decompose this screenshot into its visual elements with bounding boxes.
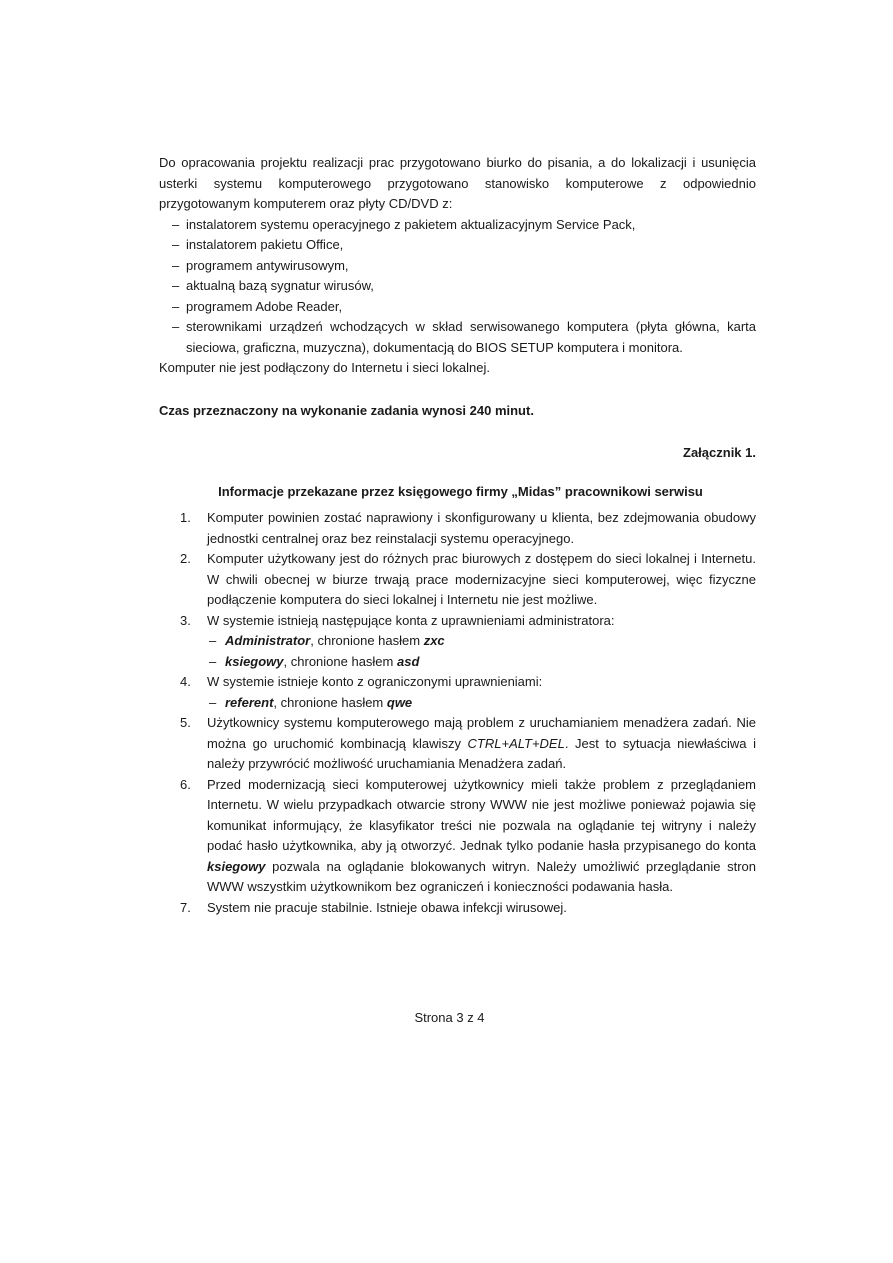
item-text: W systemie istnieją następujące konta z uprawnieniami administratora: — [207, 612, 615, 628]
account-item — [207, 652, 756, 673]
item-number: 2. — [180, 551, 191, 566]
page-footer: Strona 3 z 4 — [414, 1010, 485, 1025]
list-item — [159, 508, 756, 549]
list-item — [159, 713, 756, 775]
account-name: Administrator — [225, 633, 311, 648]
account-text: , chronione hasłem — [283, 653, 397, 669]
account-name: referent — [225, 694, 274, 710]
list-item: – programem Adobe Reader, — [159, 297, 756, 318]
account-password: asd — [396, 653, 420, 669]
account-item — [207, 693, 756, 714]
account-text: , chronione hasłem — [273, 694, 387, 710]
intro-paragraph: Do opracowania projektu realizacji prac przygotowano biurko do pisania, a do lokalizacji i usunięcia usterki systemu komputerowego przygotowano stanowisko komputerowe z odpowiednio przygotowanym komputerem oraz płyty CD/DVD z: — [159, 155, 756, 211]
list-item: – programem antywirusowym, — [159, 256, 756, 277]
list-item: – instalatorem systemu operacyjnego z pakietem aktualizacyjnym Service Pack, — [159, 215, 756, 236]
item-text: pozwala na oglądanie blokowanych witryn. Należy umożliwić przeglądanie stron WWW wszystkim użytkownikom bez ograniczeń i konieczności podawania hasła. — [207, 858, 756, 894]
list-item — [159, 549, 756, 611]
annex-label: Załącznik 1. — [683, 445, 756, 460]
item-number: 3. — [180, 612, 191, 628]
media-list — [159, 215, 756, 359]
list-item — [159, 611, 756, 673]
account-name: ksiegowy — [207, 858, 266, 874]
item-number: 1. — [180, 510, 191, 525]
list-item: – aktualną bazą sygnatur wirusów, — [159, 276, 756, 297]
item-text: Użytkownicy systemu komputerowego mają problem z uruchamianiem menadżera zadań. Nie można go uruchomić kombinacją klawiszy — [207, 715, 756, 751]
section-title: Informacje przekazane przez księgowego firmy „Midas” pracownikowi serwisu — [218, 483, 703, 499]
intro-closing: Komputer nie jest podłączony do Internetu i sieci lokalnej. — [159, 360, 490, 375]
item-text: Przed modernizacją sieci komputerowej użytkownicy mieli także problem z przeglądaniem Internetu. W wielu przypadkach otwarcie strony WWW nie jest możliwe ponieważ pojawia się komunikat informujący, że klasyfikator treści nie pozwala na oglądanie tej witryny i należy podać hasło użytkownika, aby ją otworzyć. Jednak tylko podanie hasła przypisanego do konta — [207, 776, 756, 853]
account-item — [207, 631, 756, 652]
item-text: Komputer użytkowany jest do różnych prac biurowych z dostępem do sieci lokalnej i Internetu. W chwili obecnej w biurze trwają prace modernizacyjne sieci komputerowej, więc fizyczne podłączenie komputera do sieci lokalnej i Internetu nie jest możliwe. — [207, 551, 756, 607]
time-note: Czas przeznaczony na wykonanie zadania wynosi 240 minut. — [159, 402, 534, 418]
item-text: W systemie istnieje konto z ograniczonymi uprawnieniami: — [207, 674, 543, 689]
list-item — [159, 672, 756, 713]
limited-accounts-list — [207, 693, 756, 714]
item-number: 6. — [180, 776, 191, 792]
list-item — [159, 775, 756, 898]
admin-accounts-list — [207, 631, 756, 672]
item-text: System nie pracuje stabilnie. Istnieje obawa infekcji wirusowej. — [207, 899, 567, 915]
document-body — [159, 153, 756, 918]
info-list — [159, 508, 756, 918]
item-number: 7. — [180, 899, 191, 915]
account-text: , chronione hasłem — [310, 633, 424, 648]
list-item: – sterownikami urządzeń wchodzących w skład serwisowanego komputera (płyta główna, karta sieciowa, graficzna, muzyczna), dokumentacją do BIOS SETUP komputera i monitora. — [159, 317, 756, 358]
item-text: . Jest to sytuacja niewłaściwa i należy przywrócić możliwość uruchamiania Menadżera zadań. — [207, 735, 756, 771]
account-password: qwe — [386, 694, 413, 710]
account-name: ksiegowy — [225, 653, 284, 669]
list-item: – instalatorem pakietu Office, — [159, 235, 756, 256]
list-item — [159, 898, 756, 919]
account-password: zxc — [423, 633, 445, 648]
key-combination: CTRL+ALT+DEL — [467, 735, 565, 751]
item-text: Komputer powinien zostać naprawiony i skonfigurowany u klienta, bez zdejmowania obudowy jednostki centralnej oraz bez reinstalacji systemu operacyjnego. — [207, 510, 756, 546]
item-number: 5. — [180, 715, 191, 730]
item-number: 4. — [180, 674, 191, 689]
